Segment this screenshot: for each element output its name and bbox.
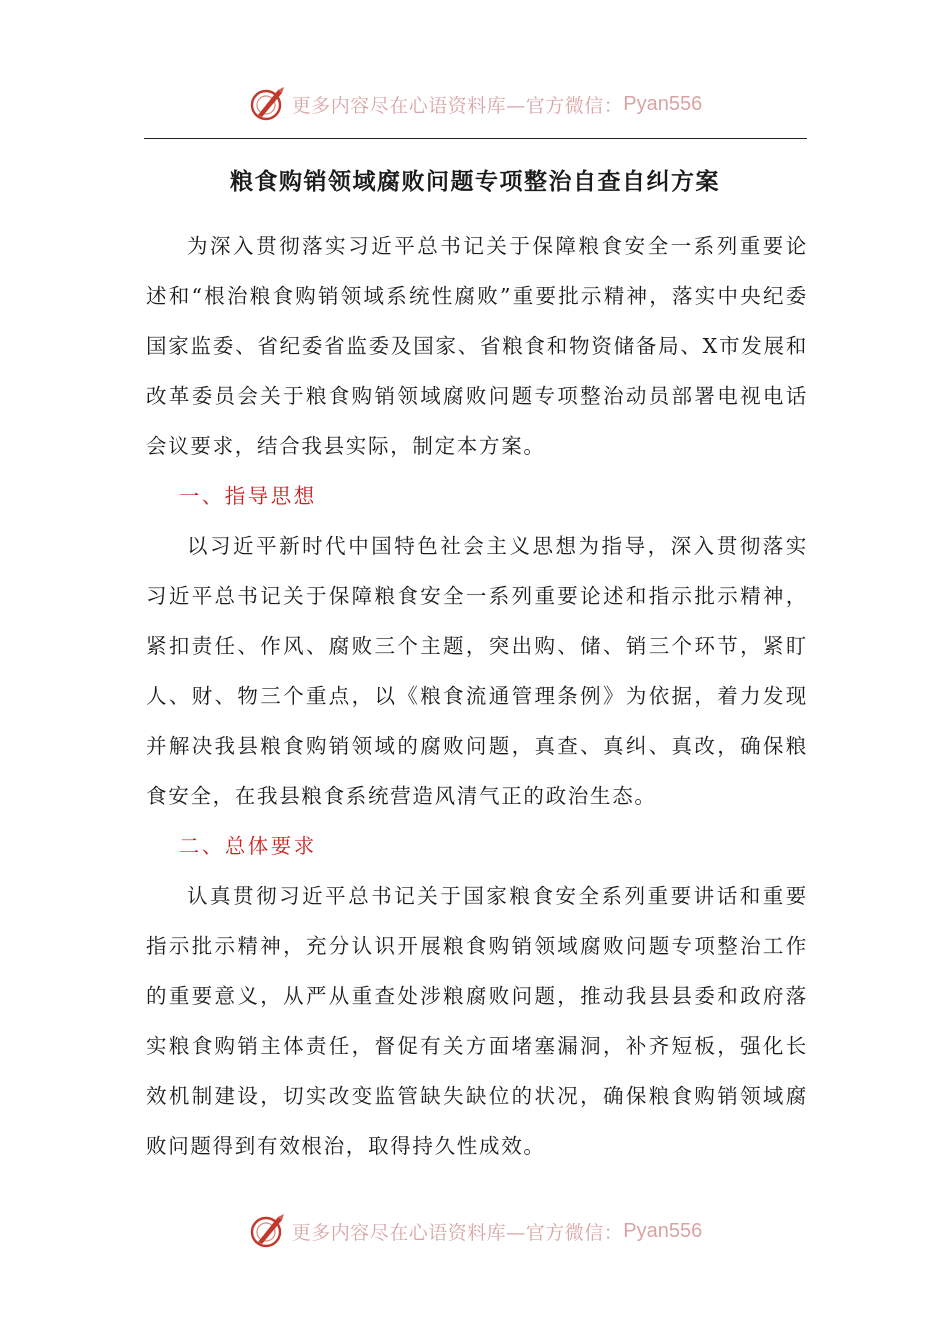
section-heading-guiding-ideology: 一、指导思想 — [178, 484, 317, 508]
watermark-text: 更多内容尽在心语资料库—官方微信： — [291, 1221, 624, 1244]
section-paragraph-general-requirements: 认真贯彻习近平总书记关于国家粮食安全系列重要讲话和重要指示批示精神，充分认识开展粮食购销领域腐败问题专项整治工作的重要意义，从严从重查处涉粮腐败问题，推动我县县委和政府落实粮食购销主体责任，督促有关方面堵塞漏洞，补齐短板，强化长效机制建设，切实改变监管缺失缺位的状况，确保粮食购销领域腐败问题得到有效根治，取得持久性成效。 — [146, 884, 808, 1158]
section-heading-general-requirements: 二、总体要求 — [178, 834, 317, 858]
document-body — [146, 221, 808, 1171]
watermark-banner-bottom — [0, 1209, 950, 1253]
quill-logo-icon — [248, 84, 288, 124]
quill-logo-icon — [248, 1211, 288, 1251]
wechat-id: Pyan556 — [623, 1219, 703, 1242]
header-rule — [144, 138, 807, 139]
document-title: 粮食购销领域腐败问题专项整治自查自纠方案 — [230, 168, 720, 195]
watermark-banner-top — [0, 82, 950, 126]
intro-paragraph: 为深入贯彻落实习近平总书记关于保障粮食安全一系列重要论述和“根治粮食购销领域系统性腐败”重要批示精神，落实中央纪委国家监委、省纪委省监委及国家、省粮食和物资储备局、X市发展和改革委员会关于粮食购销领域腐败问题专项整治动员部署电视电话会议要求，结合我县实际，制定本方案。 — [146, 234, 808, 458]
wechat-id: Pyan556 — [623, 92, 703, 115]
watermark-text: 更多内容尽在心语资料库—官方微信： — [291, 94, 624, 117]
section-paragraph-guiding-ideology: 以习近平新时代中国特色社会主义思想为指导，深入贯彻落实习近平总书记关于保障粮食安全一系列重要论述和指示批示精神，紧扣责任、作风、腐败三个主题，突出购、储、销三个环节，紧盯人、财、物三个重点，以《粮食流通管理条例》为依据，着力发现并解决我县粮食购销领域的腐败问题，真查、真纠、真改，确保粮食安全，在我县粮食系统营造风清气正的政治生态。 — [146, 534, 808, 808]
